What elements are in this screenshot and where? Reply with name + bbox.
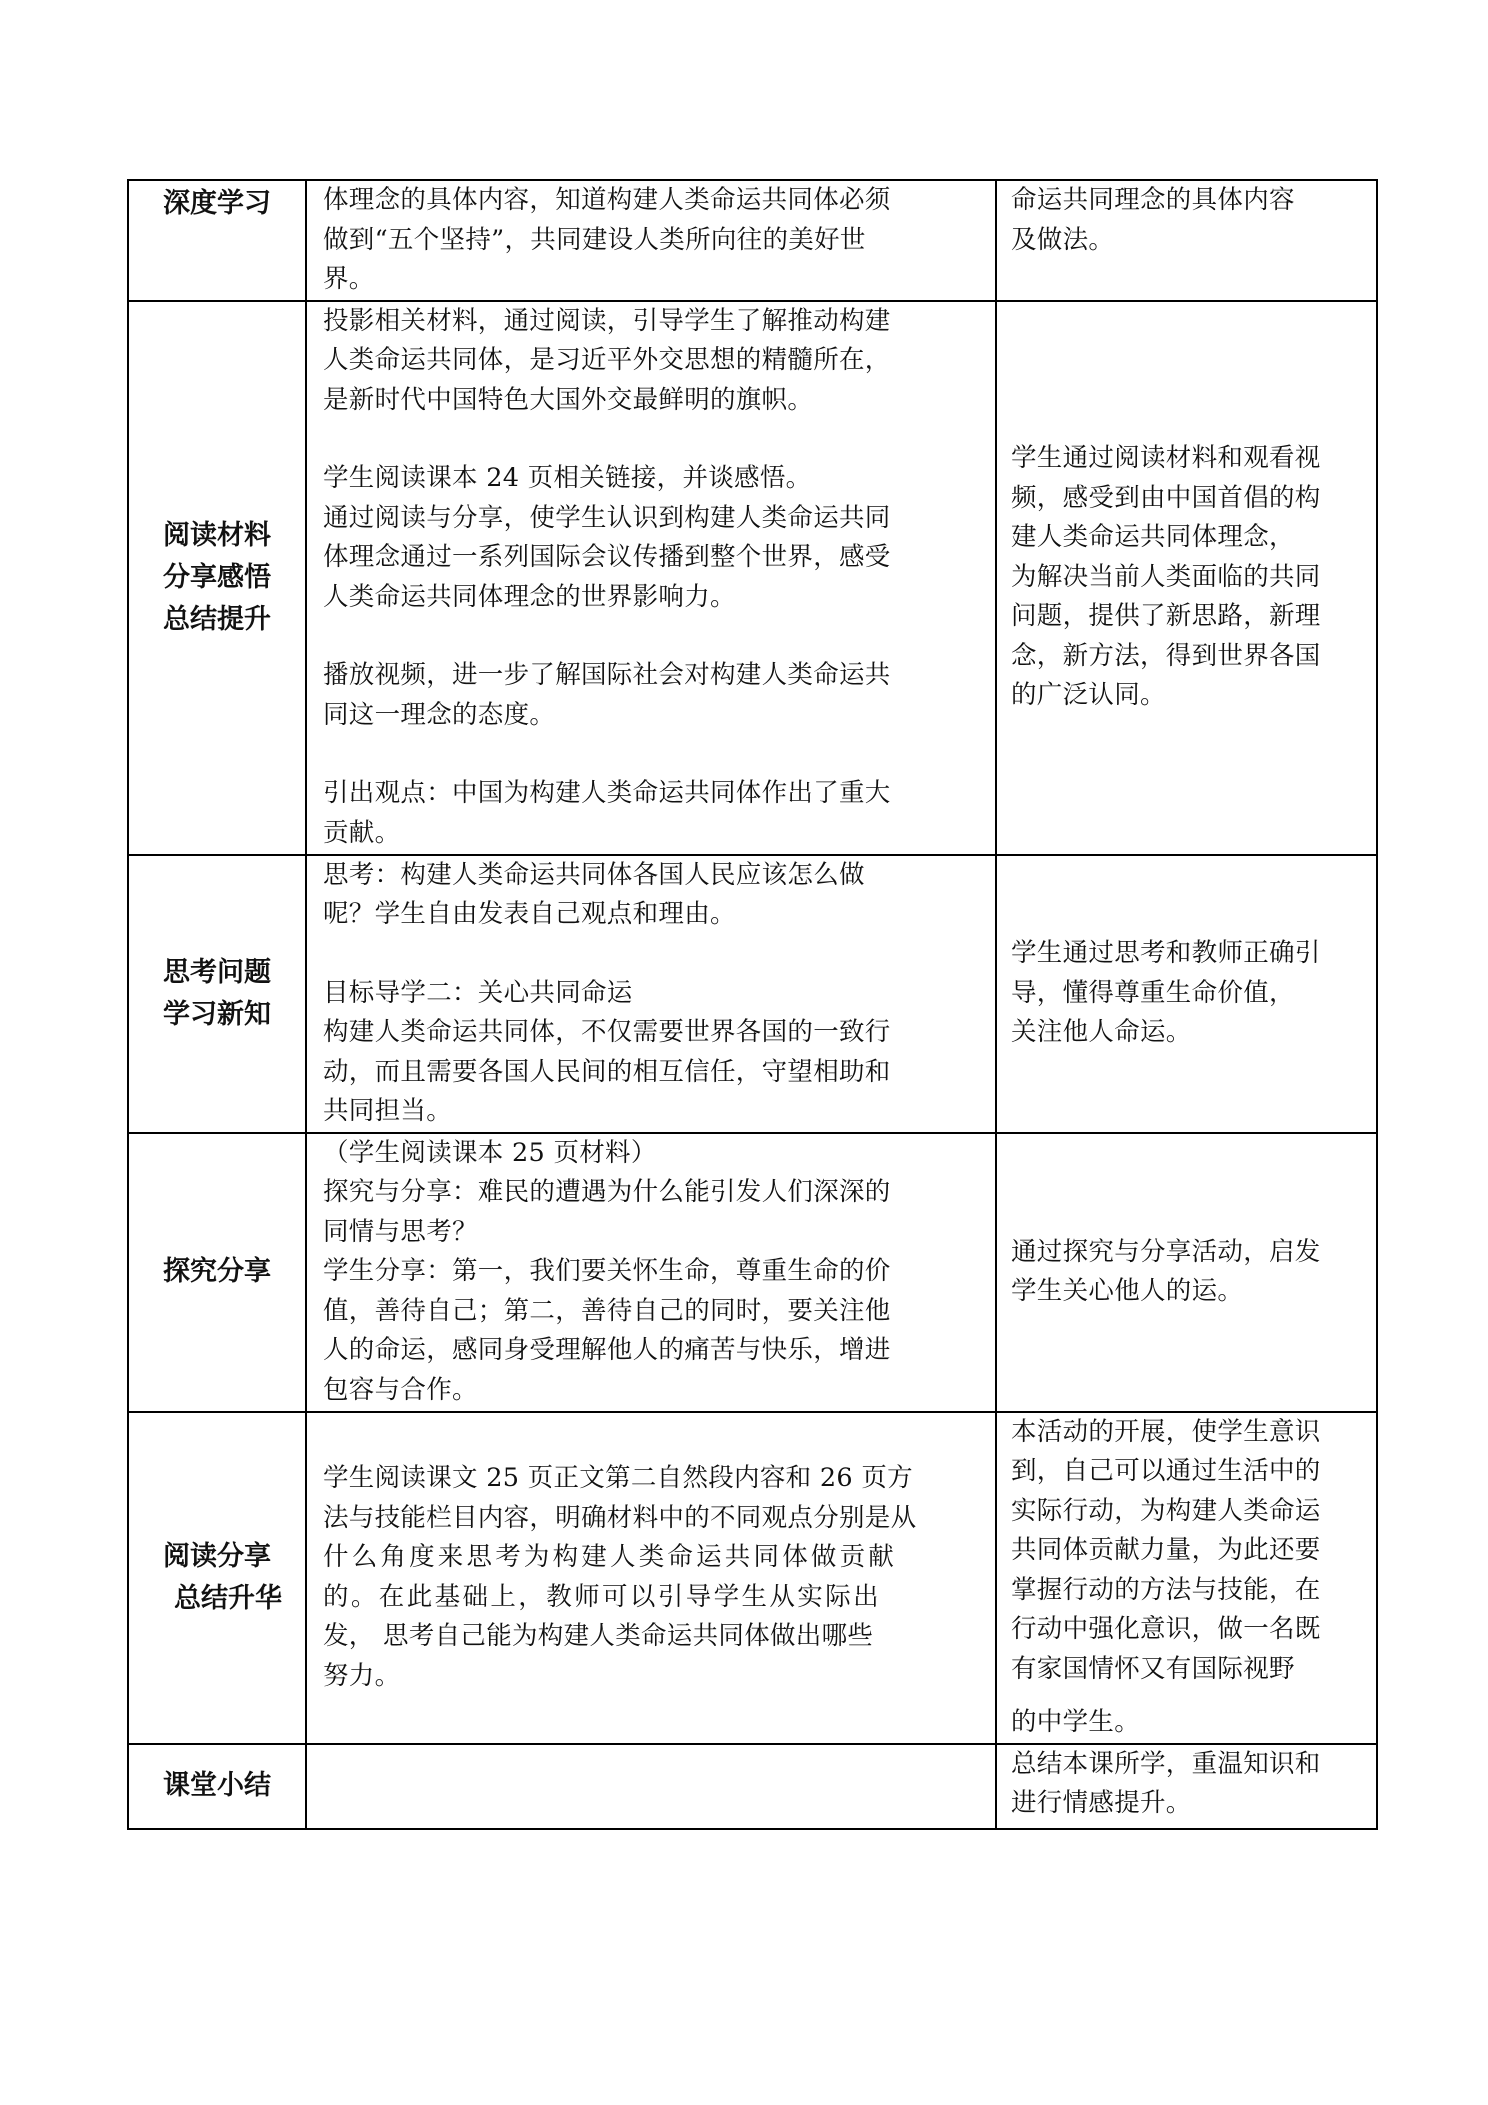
activity-line: 努力。 [323,1660,401,1691]
activity-line: 学生分享：第一，我们要关怀生命，尊重生命的价 [323,1256,891,1286]
intent-line: 本活动的开展，使学生意识 [1011,1416,1321,1447]
stage-label: 总结提升 [163,603,271,635]
activity-line: 学生阅读课文 25 页正文第二自然段内容和 26 页方 [323,1463,913,1493]
activity-line: 体理念的具体内容，知道构建人类命运共同体必须 [323,185,891,215]
intent-line: 导，懂得尊重生命价值， [1011,977,1295,1008]
activity-line: 动，而且需要各国人民间的相互信任，守望相助和 [323,1056,891,1087]
activity-line: 投影相关材料，通过阅读，引导学生了解推动构建 [323,305,891,336]
intent-line: 掌握行动的方法与技能，在 [1011,1574,1321,1605]
intent-line: 关注他人命运。 [1011,1017,1192,1048]
intent-line: 建人类命运共同体理念， [1011,522,1295,553]
table-row [128,180,1377,301]
intent-cell [996,180,1377,301]
intent-line: 的中学生。 [1011,1707,1141,1737]
intent-line: 频，感受到由中国首倡的构 [1011,482,1321,513]
table-row [128,1133,1377,1412]
stage-label: 深度学习 [163,188,271,219]
intent-line: 念，新方法，得到世界各国 [1011,640,1321,671]
activity-line: 学生阅读课本 24 页相关链接，并谈感悟。 [323,463,812,493]
activity-cell [306,1133,996,1412]
activity-cell [306,301,996,855]
activity-line: 共同担当。 [323,1096,453,1126]
activity-cell [306,180,996,301]
intent-line: 问题，提供了新思路，新理 [1011,601,1321,632]
activity-line: 同情与思考？ [323,1216,478,1247]
intent-cell [996,301,1377,855]
activity-line: 构建人类命运共同体，不仅需要世界各国的一致行 [323,1017,891,1047]
table-row [128,1412,1377,1744]
table-row [128,1744,1377,1829]
activity-line: 同这一理念的态度。 [323,699,556,730]
stage-label-cell [128,855,306,1133]
activity-line: 人类命运共同体，是习近平外交思想的精髓所在， [323,345,891,375]
table-row [128,301,1377,855]
activity-line: 思考：构建人类命运共同体各国人民应该怎么做 [323,859,865,890]
activity-line: 人的命运，感同身受理解他人的痛苦与快乐，增进 [323,1335,891,1365]
activity-line: 是新时代中国特色大国外交最鲜明的旗帜。 [323,384,814,415]
intent-line: 学生通过阅读材料和观看视 [1011,443,1321,474]
intent-line: 命运共同理念的具体内容 [1011,185,1295,215]
intent-line: 有家国情怀又有国际视野 [1011,1653,1295,1684]
activity-line: 引出观点：中国为构建人类命运共同体作出了重大 [323,778,891,808]
intent-line: 总结本课所学，重温知识和 [1011,1748,1321,1779]
activity-cell [306,1412,996,1744]
stage-label-cell [128,1133,306,1412]
intent-cell [996,1412,1377,1744]
activity-line: （学生阅读课本 25 页材料） [323,1137,657,1168]
intent-cell [996,1744,1377,1829]
activity-cell [306,855,996,1133]
lesson-plan-table [127,179,1378,1830]
intent-line: 进行情感提升。 [1011,1788,1192,1818]
intent-line: 通过探究与分享活动，启发 [1011,1236,1321,1267]
stage-label: 探究分享 [163,1256,271,1287]
intent-line: 的广泛认同。 [1011,680,1166,711]
activity-line: 播放视频，进一步了解国际社会对构建人类命运共 [323,660,891,690]
activity-line: 什么角度来思考为构建人类命运共同体做贡献 [323,1542,898,1572]
activity-line: 包容与合作。 [323,1374,478,1405]
intent-line: 到，自己可以通过生活中的 [1011,1456,1321,1486]
activity-line: 呢？学生自由发表自己观点和理由。 [323,899,736,929]
stage-label: 阅读分享 [163,1540,271,1572]
stage-label-cell [128,301,306,855]
stage-label-cell [128,1412,306,1744]
stage-label: 总结升华 [174,1582,282,1614]
stage-label-cell [128,1744,306,1829]
intent-line: 及做法。 [1011,224,1115,255]
stage-label-cell [128,180,306,301]
activity-line: 发， 思考自己能为构建人类命运共同体做出哪些 [323,1621,874,1651]
intent-line: 学生通过思考和教师正确引 [1011,938,1321,969]
stage-label: 分享感悟 [163,561,271,593]
activity-line: 人类命运共同体理念的世界影响力。 [323,581,736,612]
activity-line: 值，善待自己；第二，善待自己的同时，要关注他 [323,1295,891,1326]
stage-label: 阅读材料 [163,519,271,551]
activity-line: 探究与分享：难民的遭遇为什么能引发人们深深的 [323,1177,891,1207]
stage-label: 思考问题 [163,956,271,988]
intent-line: 实际行动，为构建人类命运 [1011,1495,1321,1526]
activity-line: 界。 [323,264,375,294]
intent-cell [996,855,1377,1133]
intent-line: 行动中强化意识，做一名既 [1011,1614,1321,1644]
activity-line: 做到“五个坚持”，共同建设人类所向往的美好世 [323,224,866,255]
intent-line: 为解决当前人类面临的共同 [1011,561,1321,592]
intent-cell [996,1133,1377,1412]
activity-line: 的。在此基础上，教师可以引导学生从实际出 [323,1581,882,1612]
stage-label: 课堂小结 [163,1770,271,1801]
table-row [128,855,1377,1133]
activity-line: 贡献。 [323,817,401,848]
activity-line: 体理念通过一系列国际会议传播到整个世界，感受 [323,542,891,572]
activity-line: 目标导学二：关心共同命运 [323,977,633,1008]
intent-line: 共同体贡献力量，为此还要 [1011,1535,1321,1565]
activity-line: 法与技能栏目内容，明确材料中的不同观点分别是从 [323,1502,917,1533]
activity-cell [306,1744,996,1829]
intent-line: 学生关心他人的运。 [1011,1276,1244,1306]
activity-line: 通过阅读与分享，使学生认识到构建人类命运共同 [323,502,891,533]
stage-label: 学习新知 [163,998,271,1030]
